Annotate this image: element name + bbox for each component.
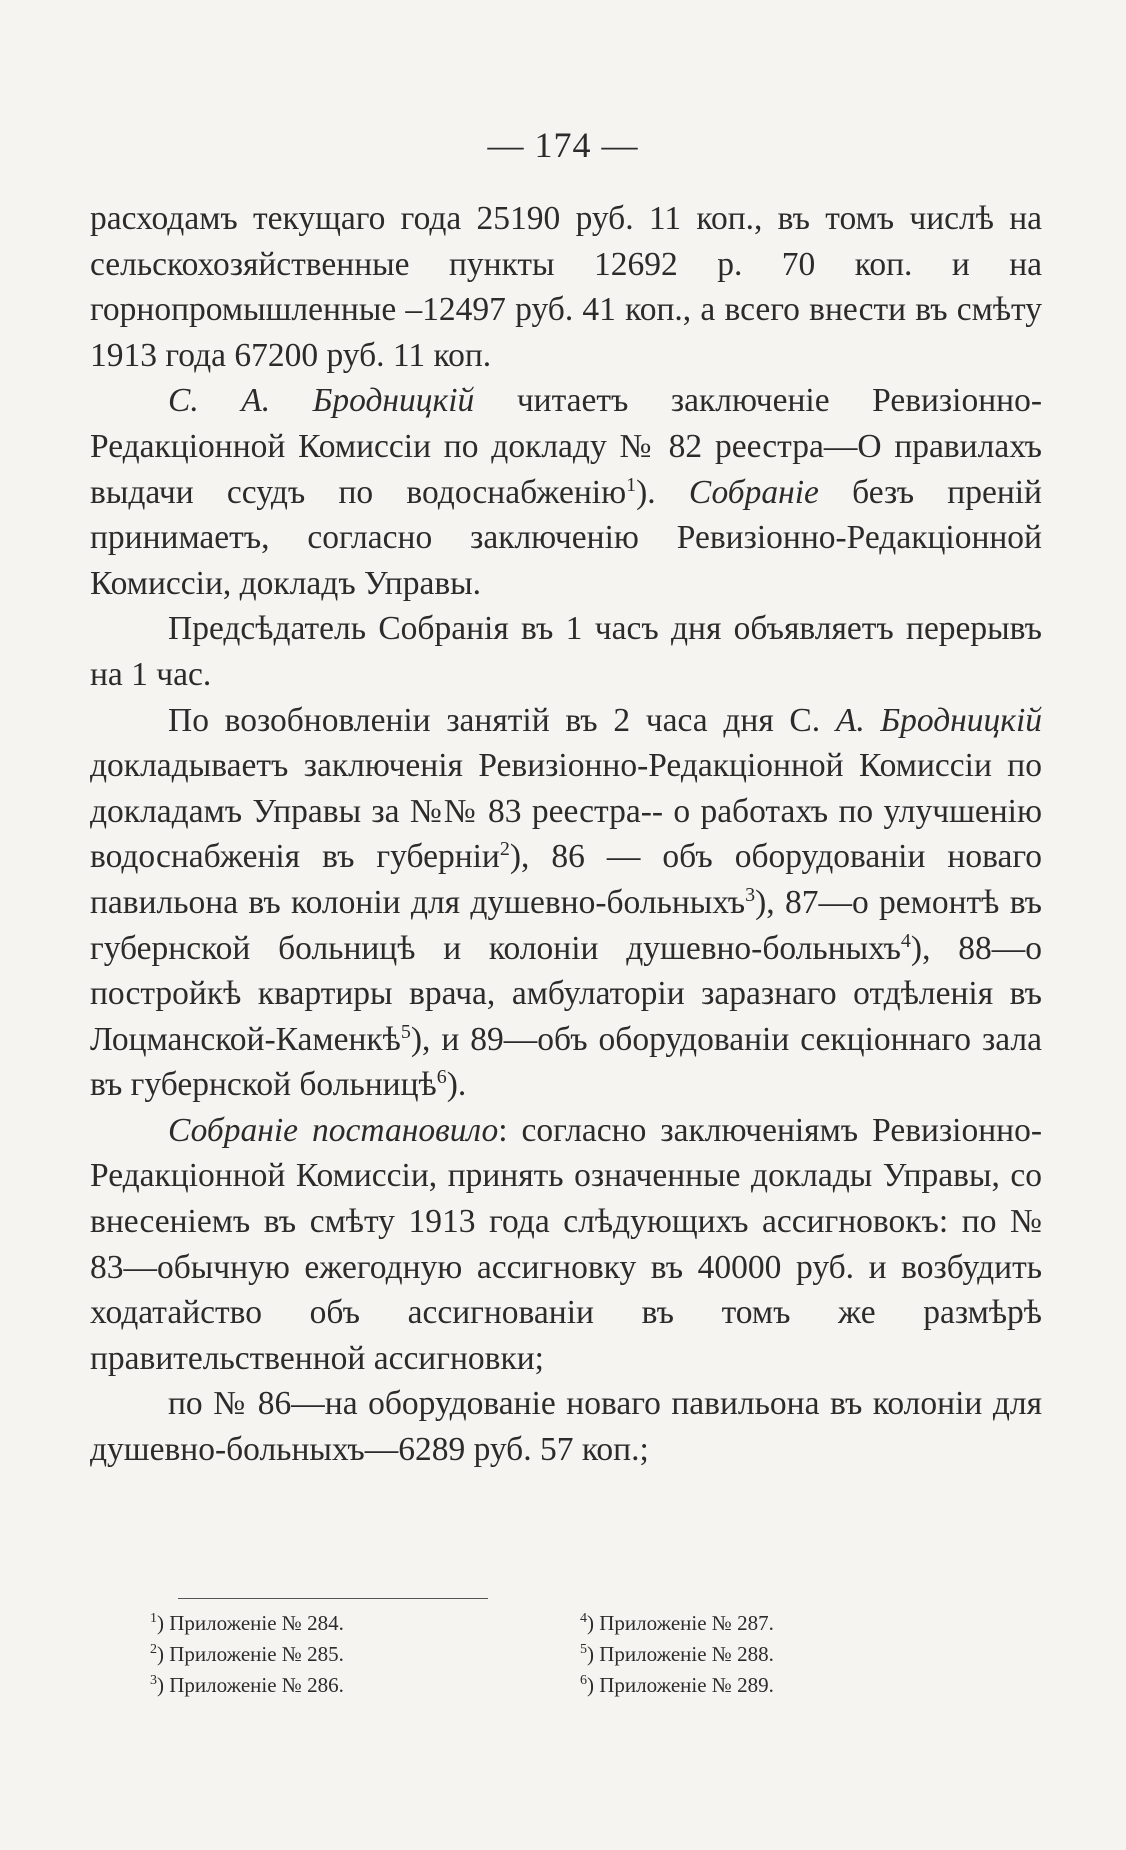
footnote-mark: 4 [580, 1611, 587, 1626]
assembly-label: Собраніе [688, 473, 819, 511]
footnotes [150, 1608, 890, 1701]
footnote-4 [580, 1608, 890, 1639]
footnote-1 [150, 1608, 580, 1639]
paragraph-2 [90, 378, 1042, 606]
speaker-name: С. А. Бродницкій [168, 382, 475, 420]
footnote-ref-2: 2 [499, 838, 510, 861]
speaker-name-2: А. Бродницкій [835, 701, 1043, 739]
paragraph-3: Предсѣдатель Собранія въ 1 часъ дня объявляетъ перерывъ на 1 час. [90, 610, 1042, 693]
paragraph-6: по № 86—на оборудованіе новаго павильона въ колоніи для душевно-больныхъ—6289 руб. 57 коп.; [90, 1385, 1042, 1469]
resolution-label: Собраніе постановило [168, 1111, 499, 1149]
paragraph-5 [90, 1108, 1042, 1382]
paragraph-2-text-c: безъ преній принимаетъ, согласно заключенію Ревизіонно-Редакціонной Комиссіи, докладъ Управы. [90, 473, 1042, 602]
footnote-mark: 1 [150, 1611, 157, 1626]
paragraph-4 [90, 698, 1042, 1108]
body-text [90, 196, 1042, 1473]
paragraph-4-text-c: ), 86 — объ оборудованіи новаго павильона въ колоніи для душевно-больныхъ [90, 838, 1042, 921]
footnote-divider [178, 1598, 488, 1599]
paragraph-4-text-e: ), 88—о постройкѣ квартиры врача, амбулаторіи заразнаго отдѣленія въ Лоцманской-Каменкѣ [90, 929, 1042, 1058]
paragraph-2-text-b: ). [636, 473, 689, 511]
paragraph-4-text-b: докладываетъ заключенія Ревизіонно-Редакціонной Комиссіи по докладамъ Управы за №№ 83 реестра-- о работахъ по улучшенію водоснабженія въ губерніи [90, 747, 1042, 876]
page-number: — 174 — [487, 125, 639, 165]
footnote-mark: 6 [580, 1673, 587, 1688]
footnote-2 [150, 1639, 580, 1670]
footnote-text: ) Приложеніе № 288. [587, 1642, 774, 1666]
paragraph-2-text-a: читаетъ заключеніе Ревизіонно-Редакціонной Комиссіи по докладу № 82 реестра—О правилахъ выдачи ссудъ по водоснабженію [90, 382, 1042, 511]
footnote-3 [150, 1670, 580, 1701]
footnote-mark: 3 [150, 1673, 157, 1688]
footnote-ref-5: 5 [400, 1020, 411, 1043]
footnote-text: ) Приложеніе № 289. [587, 1673, 774, 1697]
paragraph-1: расходамъ текущаго года 25190 руб. 11 коп., въ томъ числѣ на сельскохозяйственные пункты 12692 р. 70 коп. и на горнопромышленные –12497 руб. 41 коп., а всего внести въ смѣту 1913 года 67200 руб. 11 коп. [90, 200, 1042, 374]
footnote-text: ) Приложеніе № 286. [157, 1673, 344, 1697]
footnote-ref-6: 6 [436, 1066, 447, 1089]
footnote-6 [580, 1670, 890, 1701]
paragraph-4-text-g: ). [446, 1066, 467, 1104]
footnote-text: ) Приложеніе № 285. [157, 1642, 344, 1666]
footnote-text: ) Приложеніе № 284. [157, 1611, 344, 1635]
footnote-mark: 5 [580, 1642, 587, 1657]
footnote-ref-4: 4 [900, 929, 911, 952]
paragraph-4-text-f: ), и 89—объ оборудованіи секціоннаго зала въ губернской больницѣ [90, 1020, 1042, 1104]
paragraph-4-text-a: По возобновленіи занятій въ 2 часа дня С. [168, 701, 836, 739]
paragraph-5-text: : согласно заключеніямъ Ревизіонно-Редакціонной Комиссіи, принять означенные доклады Управы, со внесеніемъ въ смѣту 1913 года слѣдующихъ ассигновокъ: по № 83—обычную ежегодную ассигновку въ 40000 руб. и возбудить ходатайство объ ассигнованіи въ томъ же размѣрѣ правительственной ассигновки; [90, 1111, 1042, 1377]
footnote-ref-3: 3 [745, 883, 756, 906]
footnote-text: ) Приложеніе № 287. [587, 1611, 774, 1635]
footnote-mark: 2 [150, 1642, 157, 1657]
footnote-ref-1: 1 [626, 473, 637, 496]
footnote-5 [580, 1639, 890, 1670]
paragraph-4-text-d: ), 87—о ремонтѣ въ губернской больницѣ и колоніи душевно-больныхъ [90, 883, 1042, 967]
